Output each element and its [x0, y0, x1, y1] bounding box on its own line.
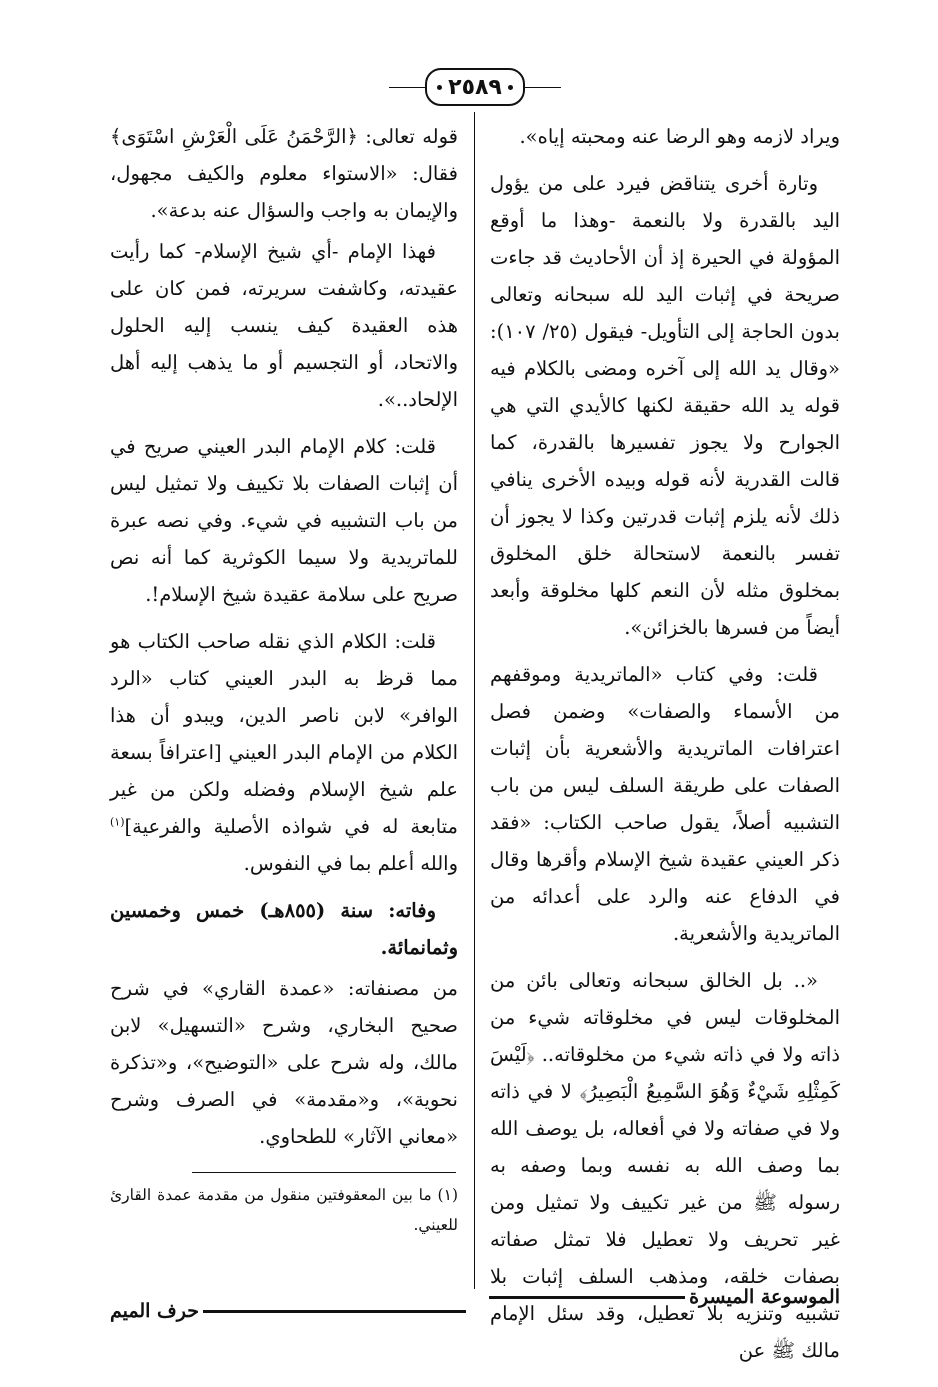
death-date: وفاته: سنة (٨٥٥هـ) خمس وخمسين وثمانمائة. [110, 899, 458, 959]
footnote: (١) ما بين المعقوفتين منقول من مقدمة عمدة القارئ للعيني. [110, 1186, 458, 1234]
paragraph-text: والله أعلم بما في النفوس. [243, 852, 458, 875]
page-number: ٢٥٨٩ [448, 74, 502, 100]
right-column [490, 118, 840, 1379]
page-number-badge [425, 68, 525, 106]
section-title: حرف الميم [110, 1300, 199, 1322]
paragraph: قلت: وفي كتاب «الماتريدية وموقفهم من الأسماء والصفات» وضمن فصل اعترافات الماتريدية والأشعرية بأن إثبات الصفات على طريقة السلف ليس من باب التشبيه أصلاً، يقول صاحب الكتاب: «فقد ذكر العيني عقيدة شيخ الإسلام وأقرها وقال في الدفاع عنه والرد على أعدائه من الماتريدية والأشعرية. [490, 663, 840, 945]
footnote-rule [192, 1172, 456, 1173]
paragraph: قلت: كلام الإمام البدر العيني صريح في أن إثبات الصفات بلا تكييف ولا تمثيل ليس من باب التشبيه في شيء. وفي نصه عبرة للماتريدية ولا سيما الكوثرية كما أنه نص صريح على سلامة عقيدة شيخ الإسلام!. [110, 435, 458, 606]
paragraph: فهذا الإمام -أي شيخ الإسلام- كما رأيت عقيدته، وكاشفت سريرته، فمن كان على هذه العقيدة كيف ينسب إليه الحلول والاتحاد، أو التجسيم أو ما يذهب إليه أهل الإلحاد..». [110, 240, 458, 411]
footer-book-title [485, 1282, 840, 1312]
paragraph: ويراد لازمه وهو الرضا عنه ومحبته إياه». [519, 125, 840, 148]
paragraph [110, 623, 458, 882]
column-divider [474, 112, 475, 1289]
ornament-dot [437, 85, 442, 90]
footer-rule [203, 1310, 466, 1313]
works-list: من مصنفاته: «عمدة القاري» في شرح صحيح البخاري، وشرح «التسهيل» لابن مالك، وله شرح على «التوضيح»، و«تذكرة نحوية»، و«مقدمة» في الصرف وشرح «معاني الآثار» للطحاوي. [110, 977, 458, 1148]
footer-section [110, 1296, 470, 1326]
footer-rule [489, 1296, 685, 1299]
paragraph-text: قلت: الكلام الذي نقله صاحب الكتاب هو مما قرظ به البدر العيني كتاب «الرد الوافر» لابن ناصر الدين، ويبدو أن هذا الكلام من الإمام البدر العيني [اعترافاً بسعة علم شيخ الإسلام وفضله ولكن من غير متابعة له في شواذه الأصلية والفرعية] [110, 630, 458, 838]
ornament-dot [508, 85, 513, 90]
paragraph: «.. بل الخالق سبحانه وتعالى بائن من المخلوقات ليس في مخلوقاته شيء من ذاته ولا في ذاته شيء من مخلوقاته.. ﴿لَيْسَ كَمِثْلِهِ شَيْءٌ وَهُوَ السَّمِيعُ الْبَصِيرُ﴾ لا في ذاته ولا في صفاته ولا في أفعاله، بل يوصف الله بما وصف الله به نفسه وبما وصفه به رسوله ﷺ من غير تكييف ولا تمثيل ومن غير تحريف ولا تعطيل فلا تمثل صفاته بصفات خلقه، ومذهب السلف إثبات بلا تشبيه وتنزيه بلا تعطيل، وقد سئل الإمام مالك ﷺ عن [490, 969, 840, 1362]
paragraph: وتارة أخرى يتناقض فيرد على من يؤول اليد بالقدرة ولا بالنعمة -وهذا ما أوقع المؤولة في الحيرة إذ أن الأحاديث قد جاءت صريحة في إثبات اليد لله سبحانه وتعالى بدون الحاجة إلى التأويل- فيقول (٢٥/ ١٠٧): «وقال يد الله إلى آخره ومضى بالكلام فيه قوله يد الله حقيقة لكنها كالأيدي التي هي الجوارح ولا يجوز تفسيرها بالقدرة، كما قالت القدرية لأنه قوله وبيده الأخرى ينافي ذلك لأنه يلزم إثبات قدرتين وكذا لا يجوز أن تفسر بالنعمة لاستحالة خلق المخلوق بمخلوق مثله لأن النعم كلها مخلوقة وأبعد أيضاً من فسرها بالخزائن». [490, 172, 840, 639]
book-title: الموسوعة الميسرة [689, 1286, 840, 1308]
footnote-marker: (١) [110, 815, 125, 829]
left-column [110, 118, 458, 1165]
paragraph: قوله تعالى: ﴿الرَّحْمَنُ عَلَى الْعَرْشِ اسْتَوَى﴾ فقال: «الاستواء معلوم والكيف مجهول، والإيمان به واجب والسؤال عنه بدعة». [110, 125, 458, 222]
